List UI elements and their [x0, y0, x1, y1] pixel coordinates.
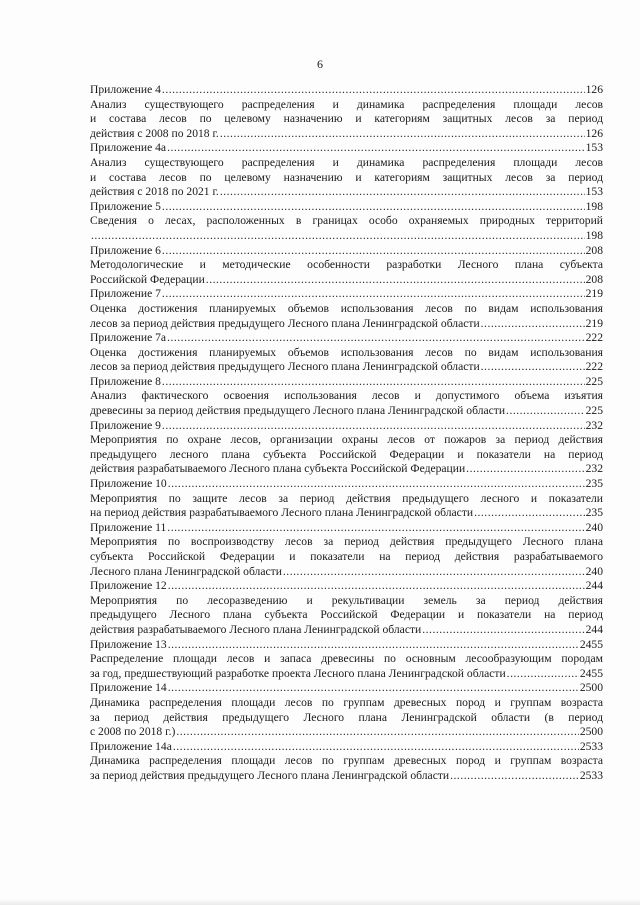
- toc-line: [90, 317, 603, 332]
- toc-line: [90, 769, 603, 784]
- toc-entry-title: Приложение 8: [90, 374, 161, 388]
- toc-page-number: 2500: [579, 681, 603, 695]
- toc-entry-title: Российской Федерации: [90, 272, 205, 286]
- toc-line: [90, 565, 603, 580]
- toc-dot-leader: [162, 83, 585, 98]
- toc-line: [90, 740, 603, 755]
- toc-entry-title: Приложение 7: [90, 287, 161, 301]
- toc-dot-leader: [168, 638, 579, 653]
- toc-entry-title: действия с 2008 по 2018 г.: [90, 126, 219, 140]
- toc-line: [90, 200, 603, 215]
- table-of-contents: [90, 83, 603, 784]
- toc-dot-leader: [176, 725, 578, 740]
- toc-dot-leader: [506, 404, 585, 419]
- toc-line: [90, 404, 603, 419]
- toc-line: [90, 273, 603, 288]
- toc-page-number: 240: [585, 564, 603, 578]
- toc-entry-text-line: Анализ существующего распределения и динамика распределения площади лесов: [90, 155, 603, 169]
- toc-page-number: 219: [585, 316, 603, 330]
- scan-edge: [0, 899, 640, 905]
- toc-dot-leader: [481, 360, 585, 375]
- toc-appendix-entry: [90, 83, 603, 98]
- toc-line: [90, 506, 603, 521]
- toc-line: [90, 681, 603, 696]
- toc-page-number: 2455: [579, 666, 603, 680]
- toc-dot-leader: [206, 273, 585, 288]
- toc-entry-title: Приложение 11: [90, 520, 167, 534]
- toc-entry-text-line: и состава лесов по целевому назначению и категориям защитных лесов за период: [90, 112, 603, 126]
- toc-line: [90, 229, 603, 244]
- toc-dot-leader: [162, 287, 585, 302]
- toc-entry-title: за период действия предыдущего Лесного плана Ленинградской области: [90, 768, 450, 782]
- toc-entry-title: лесов за период действия предыдущего Лесного плана Ленинградской области: [90, 316, 480, 330]
- toc-entry-title: действия с 2018 по 2021 г.: [90, 185, 219, 199]
- toc-description-entry: [90, 258, 603, 287]
- toc-entry-title: лесов за период действия предыдущего Лесного плана Ленинградской области: [90, 360, 480, 374]
- toc-entry-text-line: Оценка достижения планируемых объемов использования лесов по видам использования: [90, 301, 603, 315]
- toc-entry-text-line: Сведения о лесах, расположенных в границах особо охраняемых природных территорий: [90, 214, 603, 228]
- toc-line: [90, 725, 603, 740]
- toc-dot-leader: [162, 200, 585, 215]
- toc-entry-title: древесины за период действия предыдущего Лесного плана Ленинградской области: [90, 404, 506, 418]
- toc-dot-leader: [450, 769, 579, 784]
- toc-description-entry: [90, 594, 603, 638]
- toc-entry-title: Приложение 5: [90, 199, 161, 213]
- toc-entry-text-line: Мероприятия по воспроизводству лесов за период действия предыдущего Лесного плана: [90, 535, 603, 549]
- toc-description-entry: [90, 389, 603, 418]
- toc-line: [90, 419, 603, 434]
- toc-page-number: 2533: [579, 768, 603, 782]
- toc-entry-text-line: Динамика распределения площади лесов по группам древесных пород и группам возраста: [90, 695, 603, 709]
- toc-description-entry: [90, 696, 603, 740]
- toc-entry-text-line: предыдущего Лесного плана субъекта Российской Федерации и показатели на период: [90, 608, 603, 622]
- toc-dot-leader: [167, 331, 585, 346]
- toc-description-entry: [90, 433, 603, 477]
- toc-line: [90, 521, 603, 536]
- toc-description-entry: [90, 346, 603, 375]
- toc-appendix-entry: [90, 521, 603, 536]
- toc-entry-text-line: Мероприятия по охране лесов, организации охраны лесов от пожаров за период действия: [90, 433, 603, 447]
- toc-line: [90, 360, 603, 375]
- toc-dot-leader: [168, 681, 579, 696]
- toc-dot-leader: [162, 375, 585, 390]
- toc-entry-title: Приложение 14: [90, 681, 167, 695]
- toc-entry-title: Приложение 10: [90, 477, 167, 491]
- toc-line: [90, 141, 603, 156]
- toc-entry-text-line: Анализ фактического освоения использования лесов и допустимого объема изъятия: [90, 389, 603, 403]
- toc-line: [90, 375, 603, 390]
- toc-page-number: 235: [585, 477, 603, 491]
- toc-line: [90, 623, 603, 638]
- toc-entry-text-line: Динамика распределения площади лесов по группам древесных пород и группам возраста: [90, 754, 603, 768]
- toc-dot-leader: [167, 521, 584, 536]
- toc-entry-title: на период действия разрабатываемого Лесного плана Ленинградской области: [90, 506, 474, 520]
- toc-description-entry: [90, 652, 603, 681]
- toc-appendix-entry: [90, 477, 603, 492]
- toc-line: [90, 331, 603, 346]
- toc-page-number: 235: [585, 506, 603, 520]
- toc-page-number: 225: [585, 404, 603, 418]
- toc-dot-leader: [162, 419, 585, 434]
- toc-entry-title: с 2008 по 2018 г.): [90, 725, 176, 739]
- toc-line: [90, 579, 603, 594]
- toc-appendix-entry: [90, 200, 603, 215]
- toc-dot-leader: [162, 244, 585, 259]
- toc-appendix-entry: [90, 141, 603, 156]
- toc-page-number: 198: [585, 228, 603, 242]
- toc-page-number: 208: [585, 272, 603, 286]
- toc-appendix-entry: [90, 375, 603, 390]
- toc-dot-leader: [167, 141, 585, 156]
- toc-line: [90, 667, 603, 682]
- toc-entry-title: Лесного плана Ленинградской области: [90, 564, 282, 578]
- toc-line: [90, 127, 603, 142]
- toc-appendix-entry: [90, 287, 603, 302]
- toc-dot-leader: [422, 623, 584, 638]
- toc-dot-leader: [173, 740, 579, 755]
- toc-entry-text-line: Анализ существующего распределения и динамика распределения площади лесов: [90, 97, 603, 111]
- toc-dot-leader: [168, 579, 585, 594]
- toc-page-number: 2533: [579, 739, 603, 753]
- toc-dot-leader: [91, 229, 585, 244]
- toc-entry-title: за год, предшествующий разработке проекта Лесного плана Ленинградской области: [90, 666, 506, 680]
- toc-page-number: 232: [585, 462, 603, 476]
- toc-dot-leader: [507, 667, 579, 682]
- toc-dot-leader: [168, 477, 585, 492]
- toc-entry-title: Приложение 14а: [90, 739, 172, 753]
- toc-entry-text-line: предыдущего лесного плана субъекта Российской Федерации и показатели на период: [90, 447, 603, 461]
- toc-entry-text-line: Оценка достижения планируемых объемов использования лесов по видам использования: [90, 345, 603, 359]
- toc-appendix-entry: [90, 579, 603, 594]
- toc-page-number: 225: [585, 374, 603, 388]
- toc-page-number: 126: [585, 83, 603, 96]
- toc-entry-text-line: за период действия предыдущего Лесного плана Ленинградской области (в период: [90, 710, 603, 724]
- toc-entry-title: Приложение 9: [90, 418, 161, 432]
- toc-line: [90, 244, 603, 259]
- toc-dot-leader: [220, 185, 585, 200]
- toc-page-number: 240: [585, 520, 603, 534]
- toc-entry-text-line: Мероприятия по защите лесов за период действия предыдущего лесного и показатели: [90, 491, 603, 505]
- toc-entry-title: Приложение 12: [90, 579, 167, 593]
- toc-page-number: 232: [585, 418, 603, 432]
- toc-dot-leader: [474, 506, 585, 521]
- toc-entry-title: Приложение 7а: [90, 331, 167, 345]
- toc-entry-title: действия разрабатываемого Лесного плана субъекта Российской Федерации: [90, 462, 466, 476]
- toc-page-number: 198: [585, 199, 603, 213]
- toc-description-entry: [90, 535, 603, 579]
- toc-page-number: 2500: [579, 725, 603, 739]
- toc-appendix-entry: [90, 331, 603, 346]
- toc-appendix-entry: [90, 419, 603, 434]
- toc-appendix-entry: [90, 638, 603, 653]
- toc-line: [90, 287, 603, 302]
- toc-page-number: 222: [585, 331, 603, 345]
- toc-page-number: 126: [585, 126, 603, 140]
- toc-description-entry: [90, 754, 603, 783]
- toc-entry-text-line: Методологические и методические особенности разработки Лесного плана субъекта: [90, 258, 603, 272]
- toc-page-number: 2455: [579, 637, 603, 651]
- toc-description-entry: [90, 98, 603, 142]
- toc-line: [90, 462, 603, 477]
- toc-description-entry: [90, 214, 603, 243]
- toc-page-number: 244: [585, 579, 603, 593]
- toc-appendix-entry: [90, 681, 603, 696]
- toc-page-number: 222: [585, 360, 603, 374]
- toc-dot-leader: [466, 462, 584, 477]
- toc-description-entry: [90, 156, 603, 200]
- toc-page-number: 208: [585, 243, 603, 257]
- toc-page-number: 219: [585, 287, 603, 301]
- toc-entry-title: Приложение 4а: [90, 141, 167, 155]
- toc-line: [90, 83, 603, 98]
- toc-dot-leader: [283, 565, 585, 580]
- toc-dot-leader: [220, 127, 585, 142]
- toc-appendix-entry: [90, 740, 603, 755]
- toc-entry-title: действия разрабатываемого Лесного плана Ленинградской области: [90, 622, 422, 636]
- toc-line: [90, 477, 603, 492]
- toc-line: [90, 185, 603, 200]
- toc-line: [90, 638, 603, 653]
- toc-description-entry: [90, 492, 603, 521]
- toc-page-number: 153: [585, 185, 603, 199]
- toc-dot-leader: [481, 317, 585, 332]
- toc-entry-text-line: Мероприятия по лесоразведению и рекультивации земель за период действия: [90, 593, 603, 607]
- toc-page-number: 244: [585, 622, 603, 636]
- toc-page-number: 153: [585, 141, 603, 155]
- toc-entry-title: Приложение 6: [90, 243, 161, 257]
- toc-entry-title: Приложение 4: [90, 83, 161, 96]
- toc-entry-title: Приложение 13: [90, 637, 167, 651]
- toc-entry-text-line: субъекта Российской Федерации и показатели на период действия разрабатываемого: [90, 550, 603, 563]
- toc-entry-text-line: и состава лесов по целевому назначению и категориям защитных лесов за период: [90, 170, 603, 184]
- toc-appendix-entry: [90, 244, 603, 259]
- toc-description-entry: [90, 302, 603, 331]
- toc-entry-text-line: Распределение площади лесов и запаса древесины по основным лесообразующим породам: [90, 652, 603, 666]
- page-number: 6: [317, 57, 323, 71]
